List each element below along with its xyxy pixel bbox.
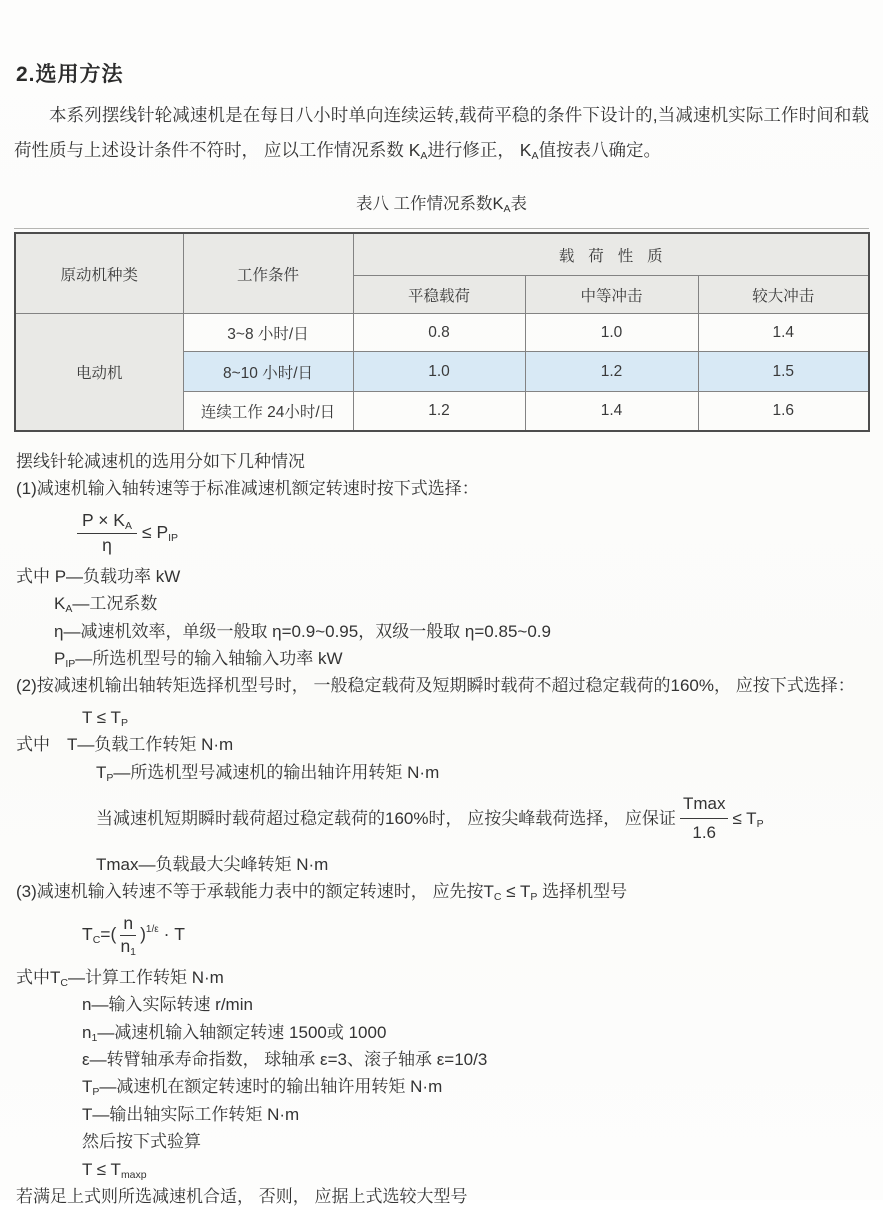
exponent: 1/ε [145,924,159,936]
item3-text-3: 选择机型号 [537,882,628,902]
def-tp2-line [14,1073,869,1100]
table-row [15,314,869,352]
section-heading: 2.选用方法 [16,63,124,86]
cases-intro-line: 摆线针轮减速机的选用分如下几种情况 [16,452,305,471]
formula-verify [14,1156,869,1183]
body-text-block [14,448,869,1210]
item3-text-2: ≤ T [501,882,531,902]
header-work-condition: 工作条件 [183,233,353,314]
subscript-p: P [756,817,764,830]
close-paren: ) [140,924,146,945]
def-pip-line [14,645,869,672]
def-t-line: 式中 T—负载工作转矩 N·m [16,735,234,755]
subscript-p: P [92,1086,100,1099]
def-tmax-line: Tmax—负载最大尖峰转矩 N·m [96,854,329,874]
def-t2-line: T—输出轴实际工作转矩 N·m [82,1104,300,1124]
fraction-denominator: η [102,534,112,555]
subscript-p: P [530,891,538,904]
cell-condition: 3~8 小时/日 [183,314,353,352]
formula-input-power [14,510,869,556]
definition: —减速机在额定转速时的输出轴许用转矩 N·m [99,1077,443,1097]
intro-paragraph [14,98,869,168]
header-prime-mover: 原动机种类 [15,233,183,314]
definition: —工况系数 [72,594,158,614]
fraction [77,510,137,556]
fraction-denominator: 1.6 [692,823,716,843]
def-n1-line [14,1019,869,1046]
cell-value: 1.0 [353,352,525,392]
fraction [680,790,729,847]
header-load-type-medium: 中等冲击 [525,276,698,314]
relation-text [142,522,178,543]
subscript-a: A [65,603,73,616]
item3-text-1: (3)减速机输入转速不等于承载能力表中的额定转速时， 应先按T [16,882,494,902]
subscript-ip: IP [65,658,76,671]
item1-line: (1)减速机输入轴转速等于标准减速机额定转速时按下式选择： [16,479,479,499]
fraction-denominator [120,936,136,957]
cell-value: 1.0 [525,314,698,352]
conclusion-line: 若满足上式则所选减速机合适， 否则， 应据上式选较大型号 [16,1186,468,1206]
term: K [54,594,66,614]
cell-value: 1.6 [698,392,869,432]
def-tc-line [14,964,869,991]
fraction [120,913,136,957]
relation-symbol: ≤ T [732,808,757,828]
verify-line: 然后按下式验算 [82,1132,201,1152]
term: T [82,1077,93,1097]
table-caption-text-1: 表八 工作情况系数K [355,195,504,213]
intro-text-2: 进行修正， K [427,140,532,160]
intro-text-3: 值按表八确定。 [538,140,661,160]
subscript-ka: A [503,203,511,215]
def-ka-line [14,590,869,617]
table-caption-text-2: 表 [510,195,528,213]
header-load-nature: 载荷性质 [353,233,869,276]
cell-value: 1.5 [698,352,869,392]
term: n [82,1022,92,1042]
table-caption [14,190,869,214]
fraction-numerator [77,510,137,534]
subscript-ka: A [531,150,539,162]
subscript-maxp: maxp [120,1168,147,1181]
peak-text: 当减速机短期瞬时载荷超过稳定载荷的160%时， 应按尖峰载荷选择， 应保证 [96,808,676,828]
formula-calculated-torque [14,913,869,957]
item3-line [14,878,869,905]
term: T [82,924,93,945]
def-p-line: 式中 P—负载功率 kW [16,566,181,586]
subscript-ka: A [420,150,428,162]
definition: —所选机型号的输入轴输入功率 kW [75,649,343,669]
formula-text: T ≤ T [82,707,121,727]
subscript-ip: IP [168,532,179,545]
formula-torque [14,704,869,731]
term: T [96,762,107,782]
formula-rhs [140,924,185,945]
term: 式中T [16,967,61,987]
subscript-p: P [120,716,128,729]
cell-value: 1.2 [525,352,698,392]
fraction-numerator: n [120,913,136,936]
header-load-type-smooth: 平稳载荷 [353,276,525,314]
cell-value: 0.8 [353,314,525,352]
header-load-type-heavy: 较大冲击 [698,276,869,314]
term: P [54,649,66,669]
cell-prime-mover-value: 电动机 [15,314,183,432]
formula-lhs [82,924,116,945]
cell-condition: 8~10 小时/日 [183,352,353,392]
denominator-text: n [120,935,131,956]
formula-text: T ≤ T [82,1159,121,1179]
definition: —计算工作转矩 N·m [67,967,224,987]
numerator-text: P × K [82,509,125,530]
subscript-c: C [493,891,502,904]
intro-text-1: 本系列摆线针轮减速机是在每日八小时单向连续运转,载荷平稳的条件下设计的,当减速机实际工作时间和载荷性质与上述设计条件不符时， 应以工作情况系数 K [14,105,869,160]
def-epsilon-line: ε—转臂轴承寿命指数， 球轴承 ε=3、滚子轴承 ε=10/3 [82,1049,488,1069]
times-t: · T [158,924,185,945]
cell-value: 1.4 [525,392,698,432]
ka-table-wrapper [14,228,869,432]
subscript-1: 1 [91,1031,98,1044]
subscript-p: P [106,771,114,784]
definition: —减速机输入轴额定转速 1500或 1000 [97,1022,387,1042]
table-header-row-1 [15,233,869,276]
subscript-1: 1 [130,945,137,958]
subscript-a: A [124,519,132,532]
def-tp-line [14,759,869,786]
def-eta-line: η—减速机效率，单级一般取 η=0.9~0.95，双级一般取 η=0.85~0.9 [54,621,551,641]
peak-load-line [14,790,869,847]
relation-symbol: ≤ P [142,522,169,543]
equals-paren: =( [100,924,117,945]
def-n-line: n—输入实际转速 r/min [82,995,253,1015]
item2-line: (2)按减速机输出轴转矩选择机型号时， 一般稳定载荷及短期瞬时载荷不超过稳定载荷的160%， 应按下式选择： [16,676,855,696]
cell-value: 1.4 [698,314,869,352]
cell-condition: 连续工作 24小时/日 [183,392,353,432]
fraction-numerator: Tmax [680,790,729,819]
definition: —所选机型号减速机的输出轴许用转矩 N·m [113,762,440,782]
cell-value: 1.2 [353,392,525,432]
relation-text [732,805,763,832]
ka-coefficient-table [14,232,870,432]
subscript-c: C [92,934,101,947]
subscript-c: C [60,976,68,989]
